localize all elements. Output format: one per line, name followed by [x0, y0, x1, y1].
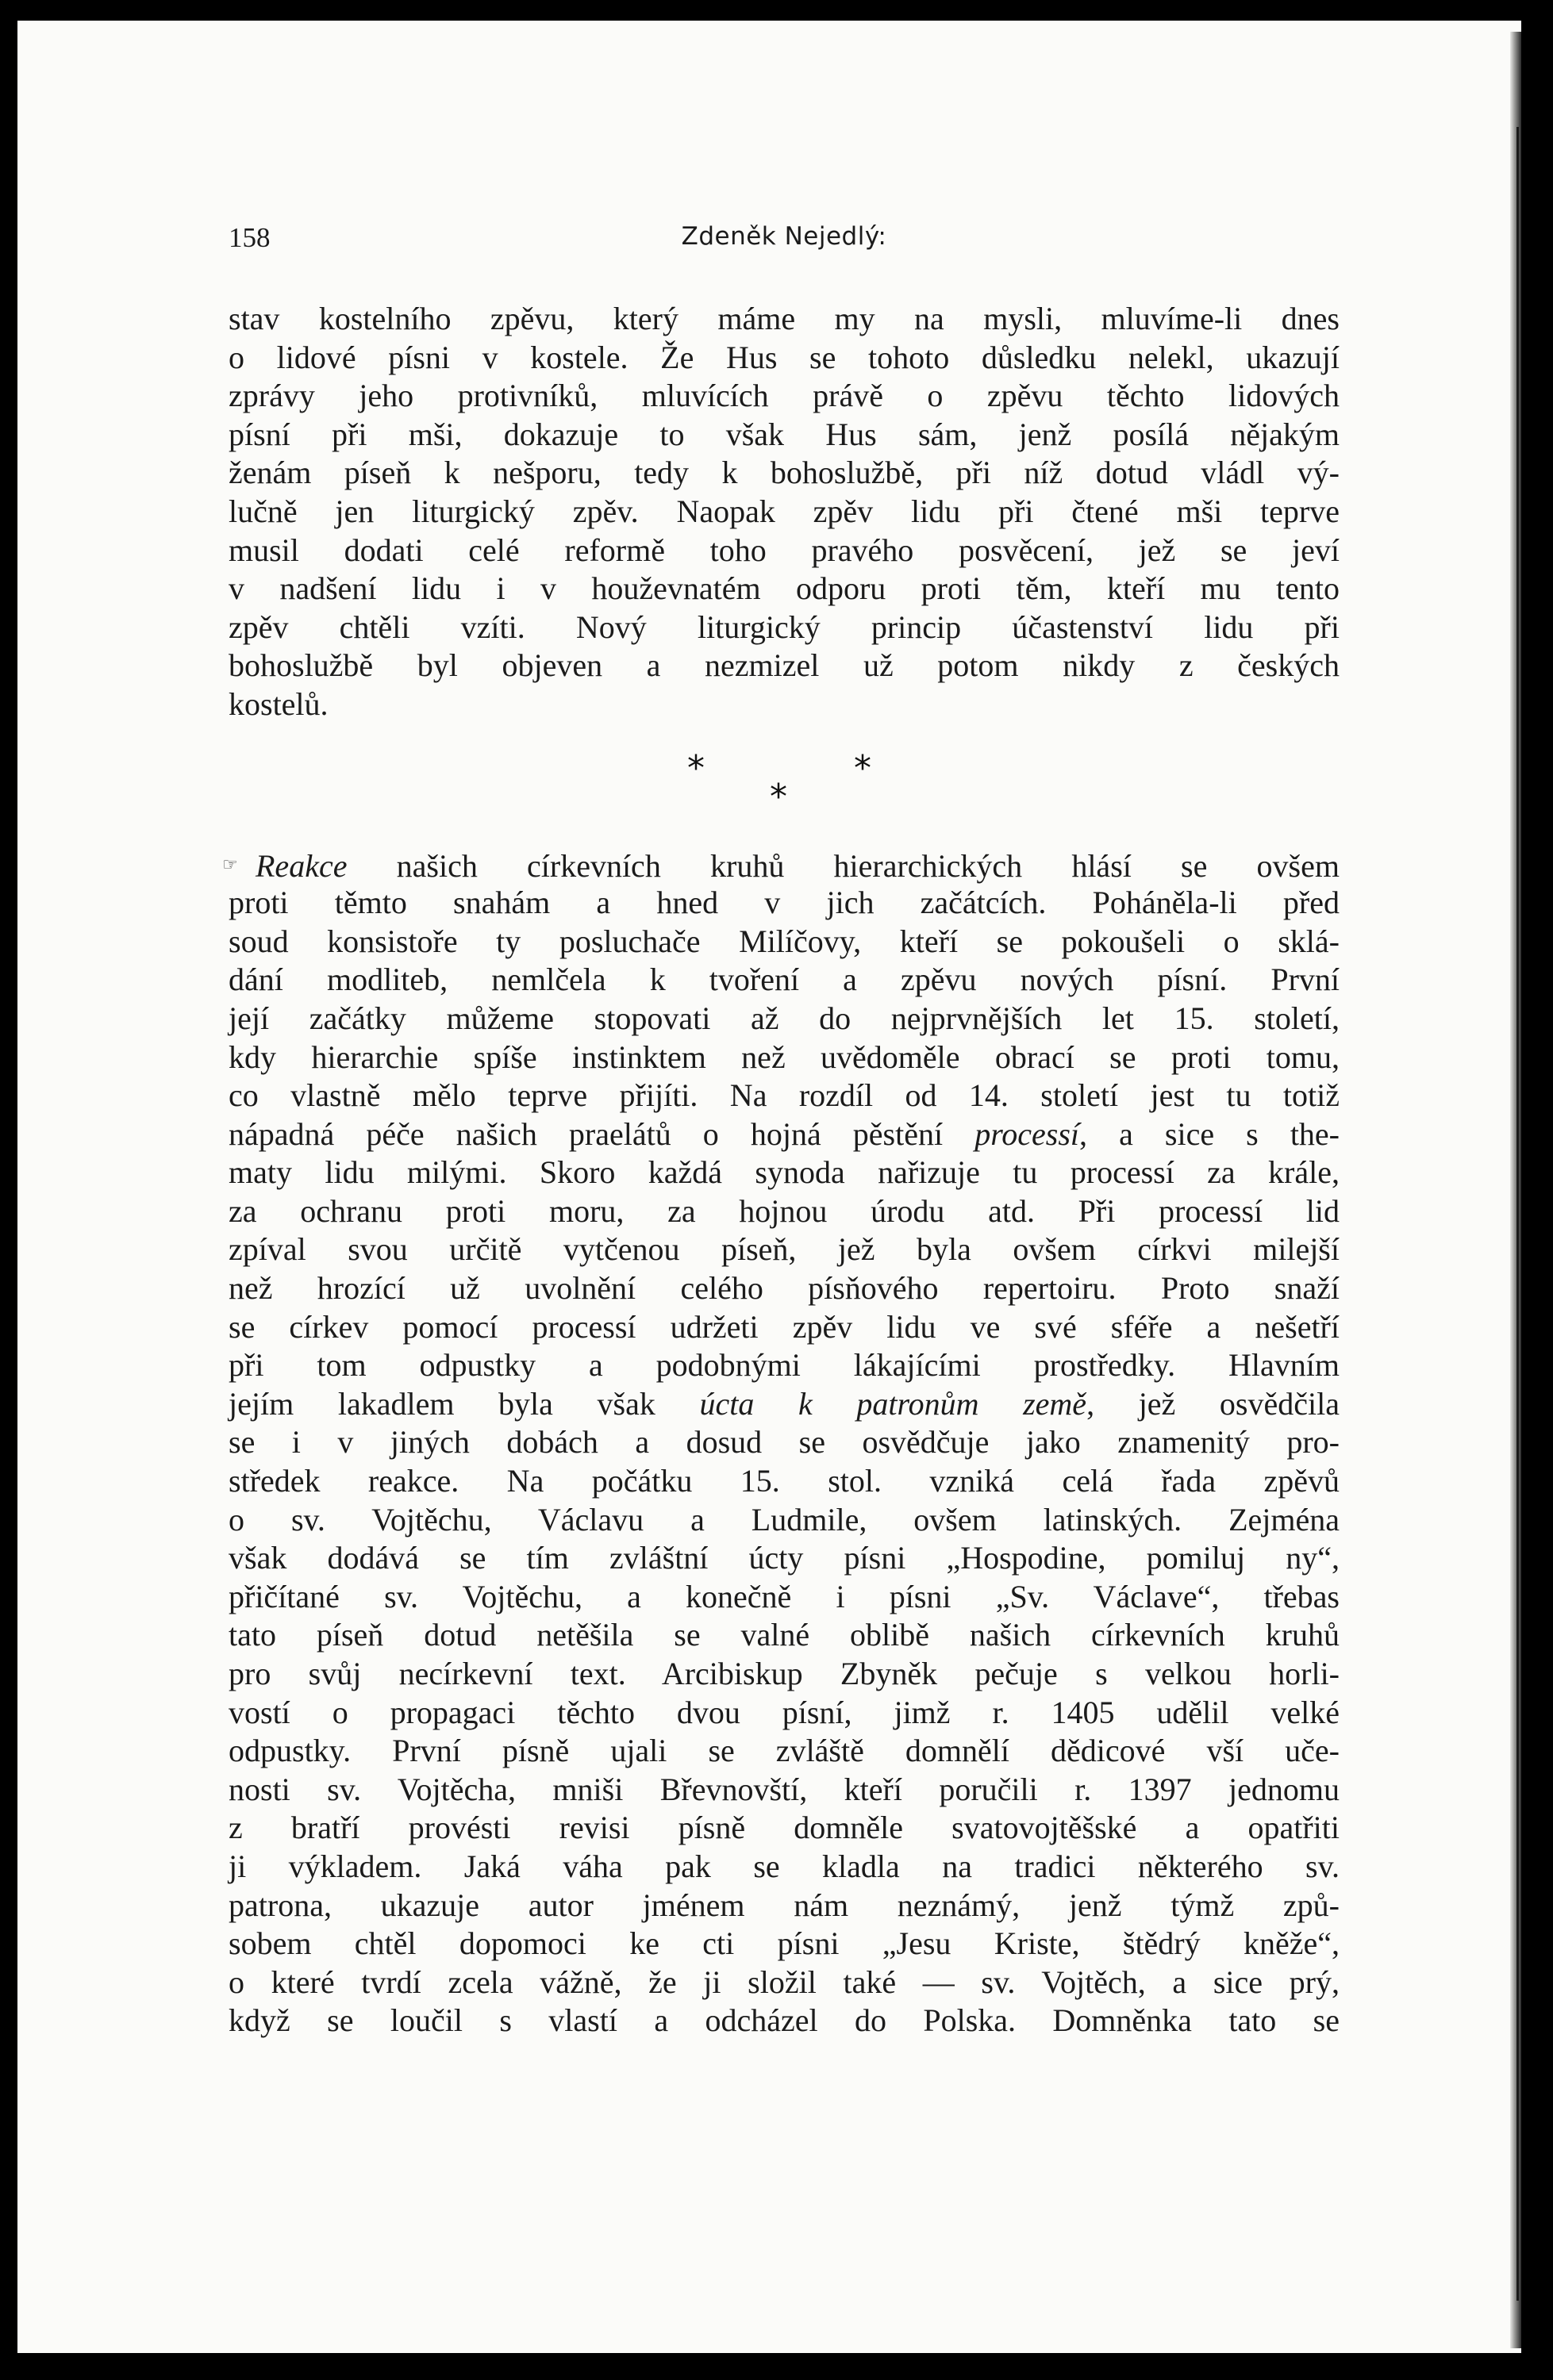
- paragraph-1: [229, 300, 1340, 724]
- page-content: [222, 222, 1340, 2040]
- text-line: tato píseň dotud netěšila se valné oblibě našich církevních kruhů: [229, 1617, 1340, 1653]
- text-line: kdy hierarchie spíše instinktem než uvědoměle obrací se proti tomu,: [229, 1038, 1340, 1075]
- text-line: patrona, ukazuje autor jménem nám neznámý, jenž týmž způ-: [229, 1887, 1340, 1923]
- text-line: odpustky. První písně ujali se zvláště domnělí dědicové vší uče-: [229, 1733, 1340, 1769]
- italic-term: Reakce: [256, 847, 348, 884]
- page-binding-line: [1516, 127, 1519, 2301]
- text-line: v nadšení lidu i v houževnatém odporu proti těm, kteří mu tento: [229, 570, 1340, 607]
- paragraph-2: [222, 846, 1340, 2040]
- text-line: soud konsistoře ty posluchače Milíčovy, kteří se pokoušeli o sklá-: [229, 923, 1340, 959]
- text-line: vostí o propagaci těchto dvou písní, jimž r. 1405 udělil velké: [229, 1694, 1340, 1730]
- text-line: lučně jen liturgický zpěv. Naopak zpěv lidu při čtené mši teprve: [229, 493, 1340, 529]
- page-spine-edge: [1510, 32, 1521, 2348]
- text-line: jejím lakadlem byla však úcta k patronům země, jež osvědčila: [229, 1385, 1340, 1422]
- running-head: [229, 222, 1340, 262]
- text-line: maty lidu milými. Skoro každá synoda nařizuje tu processí za krále,: [229, 1154, 1340, 1191]
- text-line: bohoslužbě byl objeven a nezmizel už potom nikdy z českých: [229, 647, 1340, 684]
- text-line: sobem chtěl dopomoci ke cti písni „Jesu Kriste, štědrý kněže“,: [229, 1925, 1340, 1962]
- text-line: se církev pomocí processí udržeti zpěv lidu ve své sféře a nešetří: [229, 1308, 1340, 1345]
- asterisk-ornament: *: [854, 747, 871, 789]
- section-separator: [229, 748, 1340, 839]
- asterisk-ornament: *: [770, 776, 787, 817]
- italic-term: processí: [974, 1115, 1080, 1152]
- text-line: stav kostelního zpěvu, který máme my na mysli, mluvíme-li dnes: [229, 301, 1340, 336]
- text-line: středek reakce. Na počátku 15. stol. vzniká celá řada zpěvů: [229, 1463, 1340, 1499]
- text-line: zprávy jeho protivníků, mluvících právě o zpěvu těchto lidových: [229, 378, 1340, 414]
- text-line: ji výkladem. Jaká váha pak se kladla na tradici některého sv.: [229, 1848, 1340, 1884]
- text-line: zpěv chtěli vzíti. Nový liturgický princip účastenství lidu při: [229, 608, 1340, 645]
- text-line: nápadná péče našich praelátů o hojná pěstění processí, a sice s the-: [229, 1115, 1340, 1152]
- text-line: než hrozící už uvolnění celého písňového repertoiru. Proto snaží: [229, 1270, 1340, 1307]
- text-line: nosti sv. Vojtěcha, mniši Břevnovští, kteří poručili r. 1397 jednomu: [229, 1771, 1340, 1807]
- text-line: písní při mši, dokazuje to však Hus sám, jenž posílá nějakým: [229, 416, 1340, 452]
- running-title: Zdeněk Nejedlý:: [681, 222, 887, 251]
- text-line: kostelů.: [229, 685, 329, 722]
- text-line: ☞ Reakce našich církevních kruhů hierarchických hlásí se ovšem: [222, 846, 1340, 885]
- text-line: o lidové písni v kostele. Že Hus se tohoto důsledku nelekl, ukazují: [229, 339, 1340, 375]
- text-line: pro svůj necírkevní text. Arcibiskup Zbyněk pečuje s velkou horli-: [229, 1656, 1340, 1691]
- text-line: co vlastně mělo teprve přijíti. Na rozdíl od 14. století jest tu totiž: [229, 1077, 1340, 1114]
- text-line: když se loučil s vlastí a odcházel do Polska. Domněnka tato se: [229, 2002, 1340, 2039]
- hand-pointer-icon: ☞: [222, 854, 238, 874]
- text-line: dání modliteb, nemlčela k tvoření a zpěvu nových písní. První: [229, 962, 1340, 998]
- text-line: za ochranu proti moru, za hojnou úrodu atd. Při processí lid: [229, 1192, 1340, 1229]
- text-line: o sv. Vojtěchu, Václavu a Ludmile, ovšem latinských. Zejména: [229, 1501, 1340, 1537]
- text-line: proti těmto snahám a hned v jich začátcích. Poháněla-li před: [229, 885, 1340, 921]
- asterisk-ornament: *: [687, 747, 705, 789]
- text-line: její začátky můžeme stopovati až do nejprvnějších let 15. století,: [229, 1000, 1340, 1036]
- text-line: přičítané sv. Vojtěchu, a konečně i písni „Sv. Václave“, třebas: [229, 1578, 1340, 1614]
- text-line: při tom odpustky a podobnými lákajícími prostředky. Hlavním: [229, 1347, 1340, 1384]
- text-line: se i v jiných dobách a dosud se osvědčuje jako znamenitý pro-: [229, 1424, 1340, 1461]
- text-line: však dodává se tím zvláštní úcty písni „Hospodine, pomiluj ny“,: [229, 1540, 1340, 1576]
- text-line: o které tvrdí zcela vážně, že ji složil také — sv. Vojtěch, a sice prý,: [229, 1964, 1340, 2000]
- text-line: zpíval svou určitě vytčenou píseň, jež byla ovšem církvi milejší: [229, 1231, 1340, 1268]
- text-line: z bratří provésti revisi písně domněle svatovojtěšské a opatřiti: [229, 1810, 1340, 1846]
- page-number: 158: [229, 222, 271, 253]
- text-line: ženám píseň k nešporu, tedy k bohoslužbě, při níž dotud vládl vý-: [229, 455, 1340, 491]
- text-line: musil dodati celé reformě toho pravého posvěcení, jež se jeví: [229, 532, 1340, 568]
- italic-term: úcta k patronům země: [699, 1385, 1087, 1422]
